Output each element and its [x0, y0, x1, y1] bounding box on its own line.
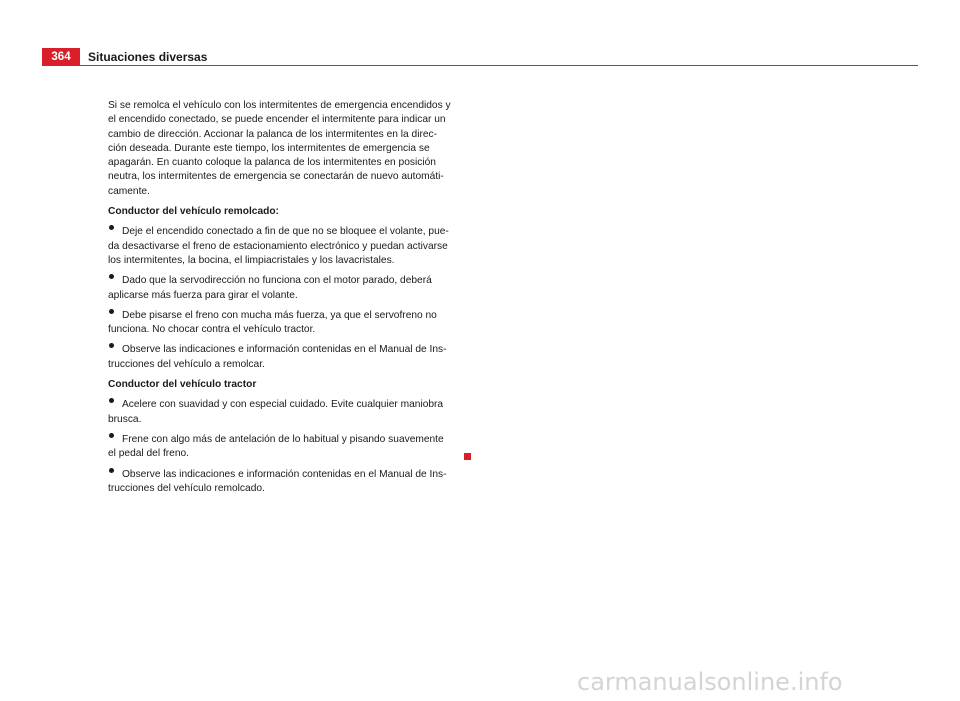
watermark-text: carmanualsonline.info	[577, 668, 843, 696]
list-item-line: Deje el encendido conectado a fin de que no se bloquee el volante, pue-	[122, 226, 449, 238]
list-item-line: funciona. No chocar contra el vehículo tractor.	[108, 324, 316, 336]
intro-line: neutra, los intermitentes de emergencia se conectarán de nuevo automáti-	[108, 171, 444, 183]
list-item	[108, 468, 468, 497]
list-item-line: el pedal del freno.	[108, 448, 189, 460]
list-item-line: Debe pisarse el freno con mucha más fuerza, ya que el servofreno no	[122, 309, 437, 321]
list-item-line: Frene con algo más de antelación de lo habitual y pisando suavemente	[122, 433, 444, 445]
intro-line: el encendido conectado, se puede encender el intermitente para indicar un	[108, 114, 446, 126]
bullet-icon	[108, 434, 116, 442]
tractor-heading: Conductor del vehículo tractor	[108, 379, 257, 391]
bullet-icon	[108, 469, 116, 477]
list-item-line: Acelere con suavidad y con especial cuidado. Evite cualquier maniobra	[122, 399, 444, 411]
list-item-line: da desactivarse el freno de estacionamiento electrónico y puedan activarse	[108, 240, 448, 252]
page-content	[108, 99, 468, 502]
list-item-line: aplicarse más fuerza para girar el volante.	[108, 289, 298, 301]
list-item-line: los intermitentes, la bocina, el limpiacristales y los lavacristales.	[108, 254, 395, 266]
page-number: 364	[42, 48, 80, 66]
intro-line: camente.	[108, 185, 150, 197]
list-item	[108, 433, 468, 462]
bullet-icon	[108, 275, 116, 283]
list-item	[108, 343, 468, 372]
section-end-marker	[464, 453, 471, 460]
list-item	[108, 274, 468, 303]
bullet-icon	[108, 226, 116, 234]
list-item-line: brusca.	[108, 413, 142, 425]
list-item-line: Observe las indicaciones e información contenidas en el Manual de Ins-	[122, 468, 447, 480]
intro-line: cambio de dirección. Accionar la palanca de los intermitentes en la direc-	[108, 128, 438, 140]
list-item-line: Observe las indicaciones e información contenidas en el Manual de Ins-	[122, 344, 447, 356]
intro-line: Si se remolca el vehículo con los intermitentes de emergencia encendidos y	[108, 100, 451, 111]
intro-line: ción deseada. Durante este tiempo, los intermitentes de emergencia se	[108, 142, 430, 154]
bullet-icon	[108, 310, 116, 318]
list-item-line: trucciones del vehículo remolcado.	[108, 482, 265, 494]
intro-line: apagarán. En cuanto coloque la palanca de los intermitentes en posición	[108, 157, 436, 169]
list-item-line: Dado que la servodirección no funciona con el motor parado, deberá	[122, 275, 432, 287]
header-rule	[80, 65, 918, 66]
list-item	[108, 225, 468, 268]
bullet-icon	[108, 399, 116, 407]
intro-paragraph	[108, 99, 468, 199]
list-item	[108, 398, 468, 427]
list-item-line: trucciones del vehículo a remolcar.	[108, 358, 265, 370]
bullet-icon	[108, 344, 116, 352]
list-item	[108, 309, 468, 338]
section-title: Situaciones diversas	[88, 50, 208, 64]
towed-heading: Conductor del vehículo remolcado:	[108, 206, 279, 218]
